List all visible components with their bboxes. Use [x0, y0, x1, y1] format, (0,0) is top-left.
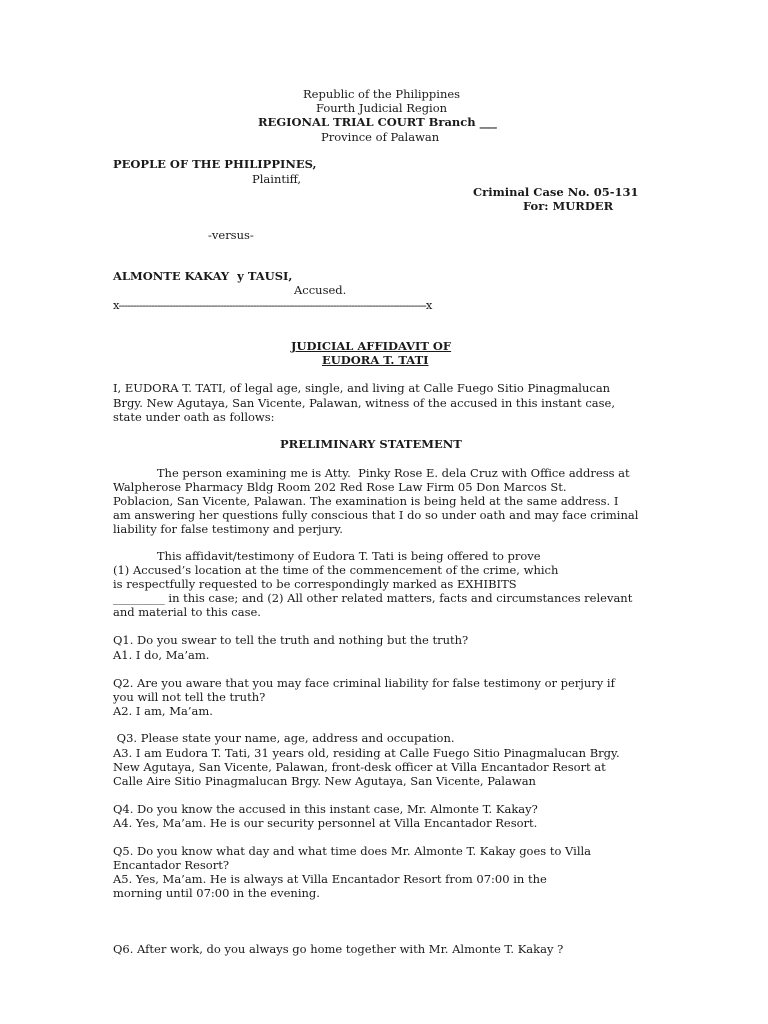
header-court-branch: REGIONAL TRIAL COURT Branch ___ [258, 115, 497, 129]
preliminary-p2-line: _________ in this case; and (2) All other related matters, facts and circumstances relevant [113, 591, 633, 605]
accused-role: Accused. [294, 283, 347, 297]
question-4: Q4. Do you know the accused in this instant case, Mr. Almonte T. Kakay? [113, 802, 538, 816]
preliminary-heading: PRELIMINARY STATEMENT [280, 437, 462, 451]
answer-5: A5. Yes, Ma’am. He is always at Villa Encantador Resort from 07:00 in the [113, 872, 547, 886]
plaintiff-name: PEOPLE OF THE PHILIPPINES, [113, 157, 317, 171]
preliminary-p2-line: and material to this case. [113, 605, 261, 619]
preliminary-p2-line: is respectfully requested to be correspondingly marked as EXHIBITS [113, 577, 517, 591]
preliminary-p1-line: The person examining me is Atty. Pinky Rose E. dela Cruz with Office address at [113, 466, 630, 480]
intro-line: I, EUDORA T. TATI, of legal age, single, and living at Calle Fuego Sitio Pinagmalucan [113, 381, 611, 395]
accused-name: ALMONTE KAKAY y TAUSI, [113, 269, 293, 283]
preliminary-p1-line: liability for false testimony and perjury. [113, 522, 343, 536]
affidavit-title-line1: JUDICIAL AFFIDAVIT OF [291, 339, 452, 353]
question-3: Q3. Please state your name, age, address and occupation. [113, 731, 455, 745]
header-province: Province of Palawan [321, 130, 440, 144]
header-judicial-region: Fourth Judicial Region [316, 101, 448, 115]
answer-2: A2. I am, Ma’am. [113, 704, 213, 718]
case-number: Criminal Case No. 05-131 [473, 185, 639, 199]
affidavit-title-line2: EUDORA T. TATI [322, 353, 429, 367]
question-2: Q2. Are you aware that you may face criminal liability for false testimony or perjury if [113, 676, 615, 690]
question-5: Encantador Resort? [113, 858, 229, 872]
answer-3: A3. I am Eudora T. Tati, 31 years old, residing at Calle Fuego Sitio Pinagmalucan Brgy. [113, 746, 620, 760]
question-5: Q5. Do you know what day and what time does Mr. Almonte T. Kakay goes to Villa [113, 844, 592, 858]
preliminary-p2-line: (1) Accused’s location at the time of the commencement of the crime, which [113, 563, 559, 577]
question-2: you will not tell the truth? [113, 690, 266, 704]
answer-3: New Agutaya, San Vicente, Palawan, front-desk officer at Villa Encantador Resort at [113, 760, 606, 774]
preliminary-p1-line: Walpherose Pharmacy Bldg Room 202 Red Rose Law Firm 05 Don Marcos St. [113, 480, 567, 494]
answer-5: morning until 07:00 in the evening. [113, 886, 320, 900]
intro-line: Brgy. New Agutaya, San Vicente, Palawan, witness of the accused in this instant case, [113, 396, 615, 410]
preliminary-p2-line: This affidavit/testimony of Eudora T. Tati is being offered to prove [113, 549, 541, 563]
preliminary-p1-line: am answering her questions fully conscious that I do so under oath and may face criminal [113, 508, 639, 522]
answer-1: A1. I do, Ma’am. [113, 648, 210, 662]
intro-line: state under oath as follows: [113, 410, 275, 424]
preliminary-p1-line: Poblacion, San Vicente, Palawan. The examination is being held at the same address. I [113, 494, 619, 508]
caption-separator: x-------------------------------------------------------------------------------------------------------x [113, 298, 432, 312]
answer-3: Calle Aire Sitio Pinagmalucan Brgy. New Agutaya, San Vicente, Palawan [113, 774, 536, 788]
plaintiff-role: Plaintiff, [252, 172, 302, 186]
question-1: Q1. Do you swear to tell the truth and nothing but the truth? [113, 633, 469, 647]
case-offense: For: MURDER [523, 199, 614, 213]
header-republic: Republic of the Philippines [303, 87, 461, 101]
question-6: Q6. After work, do you always go home together with Mr. Almonte T. Kakay ? [113, 942, 564, 956]
versus-label: -versus- [208, 228, 254, 242]
answer-4: A4. Yes, Ma’am. He is our security personnel at Villa Encantador Resort. [113, 816, 538, 830]
